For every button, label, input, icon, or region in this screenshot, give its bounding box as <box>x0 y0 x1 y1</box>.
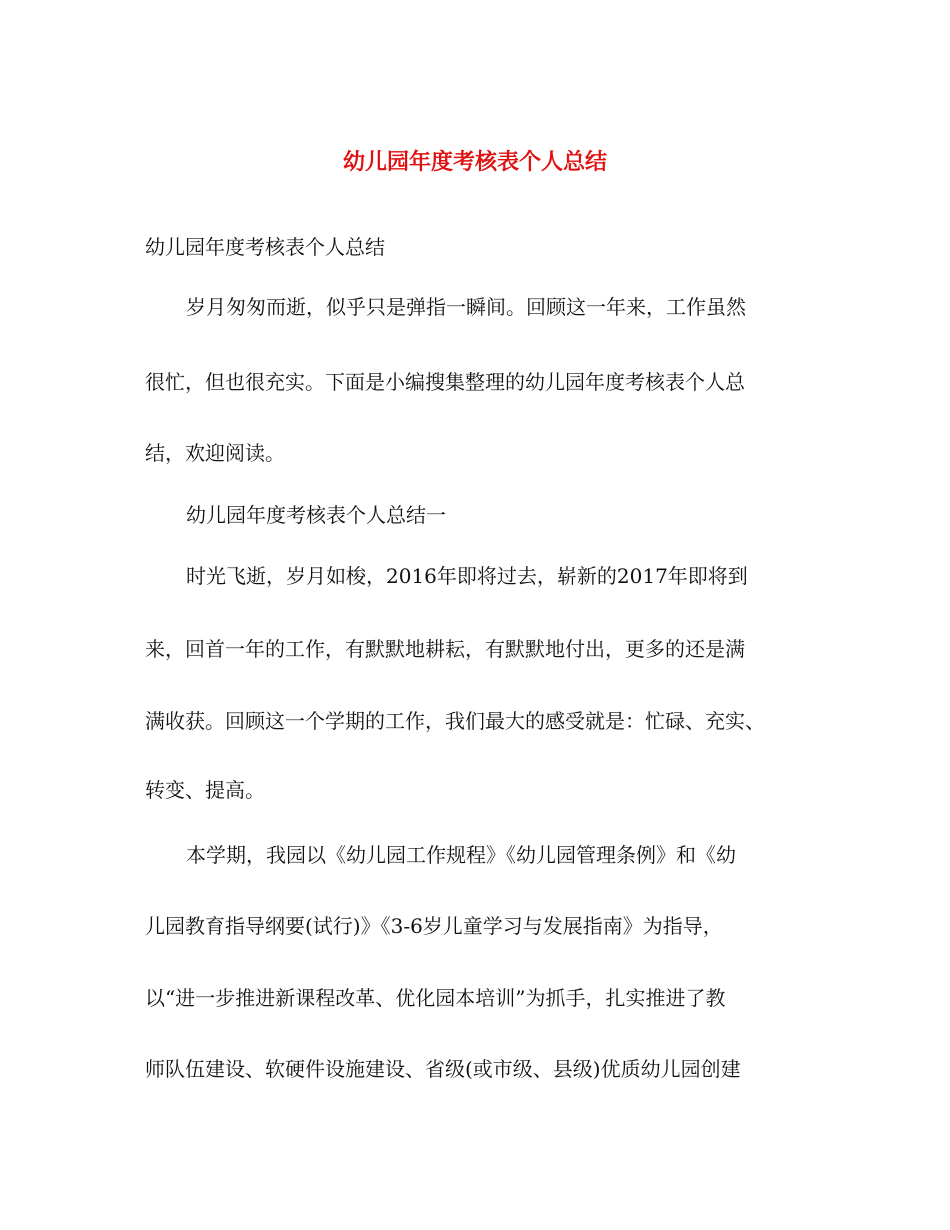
text-line: 岁月匆匆而逝，似乎只是弹指一瞬间。回顾这一年来，工作虽然 <box>186 295 746 319</box>
text-line: 师队伍建设、软硬件设施建设、省级(或市级、县级)优质幼儿园创建 <box>145 1057 741 1081</box>
text-line: 转变、提高。 <box>145 778 265 802</box>
text-line: 儿园教育指导纲要(试行)》《3-6岁儿童学习与发展指南》为指导， <box>145 914 723 938</box>
text-line: 本学期，我园以《幼儿园工作规程》《幼儿园管理条例》和《幼 <box>186 843 736 867</box>
text-line: 来，回首一年的工作，有默默地耕耘，有默默地付出，更多的还是满 <box>145 637 745 661</box>
text-line: 时光飞逝，岁月如梭，2016年即将过去，崭新的2017年即将到 <box>186 564 748 588</box>
text-line: 幼儿园年度考核表个人总结 <box>145 235 385 259</box>
document-title: 幼儿园年度考核表个人总结 <box>342 149 607 175</box>
text-line: 满收获。回顾这一个学期的工作，我们最大的感受就是：忙碌、充实、 <box>145 709 765 733</box>
text-line: 以“进一步推进新课程改革、优化园本培训”为抓手，扎实推进了教 <box>145 986 726 1010</box>
text-line: 幼儿园年度考核表个人总结一 <box>186 503 446 527</box>
text-line: 很忙，但也很充实。下面是小编搜集整理的幼儿园年度考核表个人总 <box>145 370 745 394</box>
text-line: 结，欢迎阅读。 <box>145 441 285 465</box>
